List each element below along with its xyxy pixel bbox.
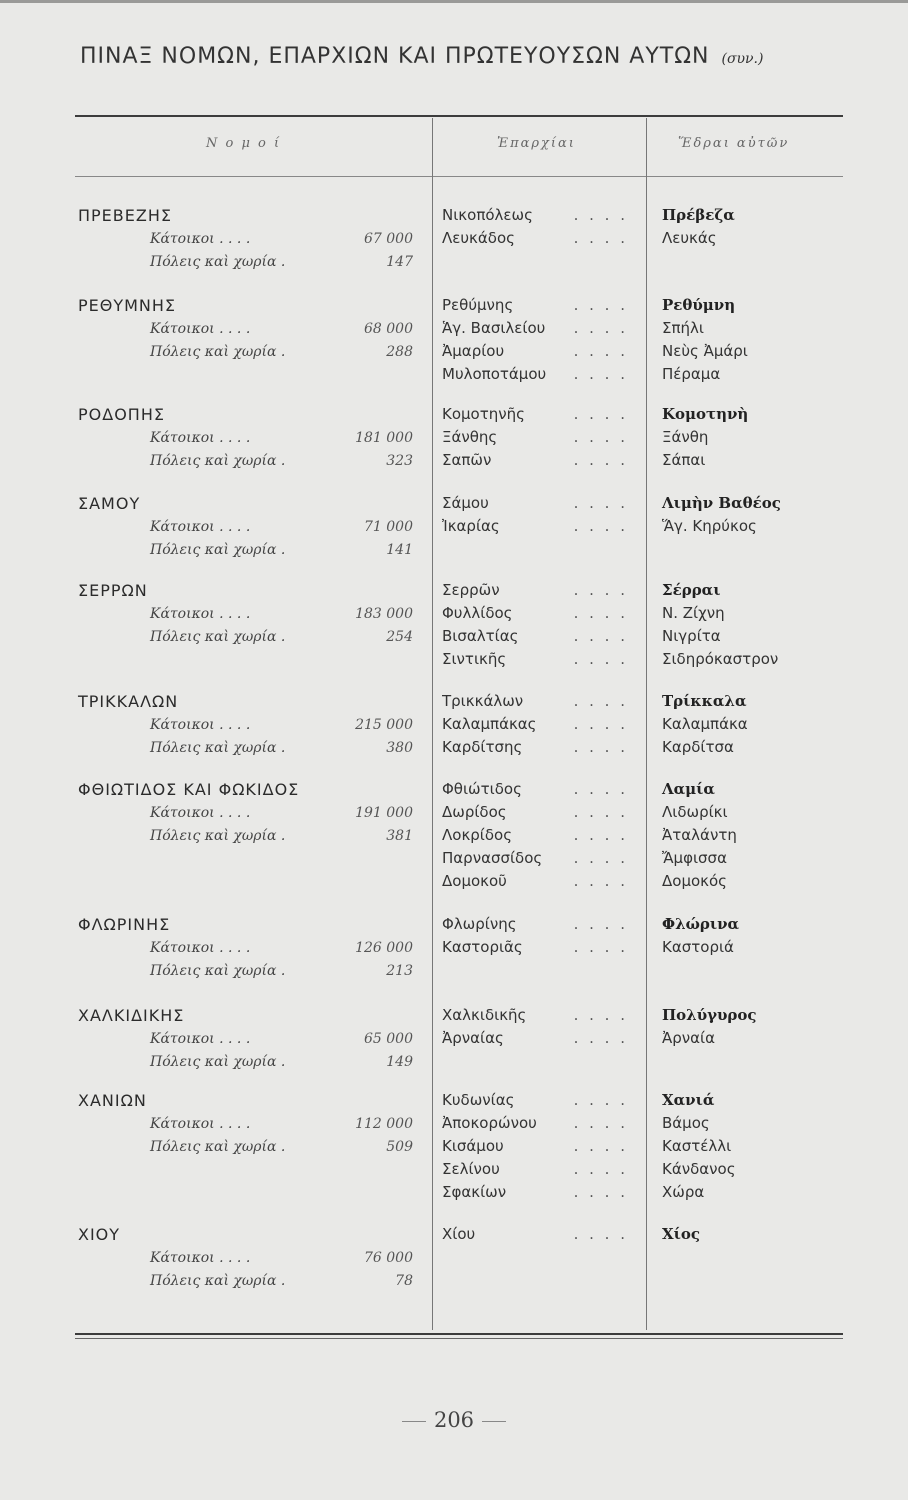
katoikoi-label: Κάτοικοι . . . . [150, 1250, 251, 1266]
eparchia-name: Φθιώτιδος [442, 780, 522, 798]
eparchia-name: Ἰκαρίας [442, 517, 500, 535]
eparchia-seat: Ξάνθη [662, 428, 709, 446]
katoikoi-value: 76 000 [364, 1250, 413, 1266]
eparchia-name: Φυλλίδος [442, 604, 513, 622]
eparchia-name: Ἀμαρίου [442, 342, 505, 360]
column-header-edrai: Ἕδραι αὐτῶν [678, 136, 790, 151]
poleis-value: 288 [386, 344, 413, 360]
eparchia-name: Δομοκοῦ [442, 872, 507, 890]
nomos-name: ΠΡΕΒΕΖΗΣ [78, 206, 172, 225]
eparchia-entry [442, 428, 628, 446]
poleis-value: 147 [386, 254, 413, 270]
eparchia-entry [442, 780, 628, 798]
eparchia-seat: Κάνδανος [662, 1160, 736, 1178]
leader-dots: . . . . [573, 872, 628, 890]
leader-dots: . . . . [573, 1006, 628, 1024]
eparchia-seat: Ἅγ. Κηρύκος [662, 517, 757, 535]
leader-dots: . . . . [573, 296, 628, 314]
leader-dots: . . . . [573, 803, 628, 821]
eparchia-name: Ρεθύμνης [442, 296, 514, 314]
eparchia-entry [442, 1137, 628, 1155]
poleis-label: Πόλεις καὶ χωρία . [150, 963, 286, 979]
leader-dots: . . . . [573, 1137, 628, 1155]
eparchia-seat: Λευκάς [662, 229, 717, 247]
leader-dots: . . . . [573, 365, 628, 383]
bottom-rule [75, 1333, 843, 1335]
column-divider-right [646, 118, 647, 1330]
poleis-value: 149 [386, 1054, 413, 1070]
eparchia-entry [442, 872, 628, 890]
leader-dots: . . . . [573, 738, 628, 756]
page-title [80, 44, 880, 69]
eparchia-name: Λευκάδος [442, 229, 515, 247]
eparchia-seat: Σιδηρόκαστρον [662, 650, 779, 668]
eparchia-entry [442, 915, 628, 933]
poleis-value: 381 [386, 828, 413, 844]
eparchia-seat: Ἀρναία [662, 1029, 716, 1047]
leader-dots: . . . . [573, 915, 628, 933]
eparchia-seat: Σάπαι [662, 451, 706, 469]
eparchia-name: Χίου [442, 1225, 476, 1243]
eparchia-name: Ἀποκορώνου [442, 1114, 537, 1132]
dash-left [402, 1421, 426, 1422]
katoikoi-value: 65 000 [364, 1031, 413, 1047]
leader-dots: . . . . [573, 342, 628, 360]
eparchia-entry [442, 494, 628, 512]
eparchia-name: Μυλοποτάμου [442, 365, 547, 383]
eparchia-entry [442, 1160, 628, 1178]
eparchia-name: Κυδωνίας [442, 1091, 515, 1109]
eparchia-name: Ἁγ. Βασιλείου [442, 319, 546, 337]
page-title-continued: (συν.) [721, 51, 764, 67]
eparchia-entry [442, 803, 628, 821]
header-rule [75, 176, 843, 177]
leader-dots: . . . . [573, 627, 628, 645]
poleis-label: Πόλεις καὶ χωρία . [150, 542, 286, 558]
eparchia-seat: Ἀταλάντη [662, 826, 737, 844]
nomos-name: ΡΕΘΥΜΝΗΣ [78, 296, 177, 315]
bottom-rule-thin [75, 1338, 843, 1339]
nomos-name: ΣΕΡΡΩΝ [78, 581, 148, 600]
poleis-label: Πόλεις καὶ χωρία . [150, 344, 286, 360]
eparchia-entry [442, 627, 628, 645]
leader-dots: . . . . [573, 517, 628, 535]
leader-dots: . . . . [573, 849, 628, 867]
nomos-name: ΦΘΙΩΤΙΔΟΣ ΚΑΙ ΦΩΚΙΔΟΣ [78, 780, 300, 799]
nomos-name: ΤΡΙΚΚΑΛΩΝ [78, 692, 179, 711]
capital-seat: Χανιά [662, 1091, 715, 1109]
eparchia-entry [442, 229, 628, 247]
eparchia-entry [442, 405, 628, 423]
eparchia-name: Κισάμου [442, 1137, 504, 1155]
eparchia-entry [442, 1029, 628, 1047]
poleis-value: 509 [386, 1139, 413, 1155]
eparchia-entry [442, 738, 628, 756]
eparchia-name: Τρικκάλων [442, 692, 524, 710]
eparchia-entry [442, 938, 628, 956]
katoikoi-value: 215 000 [355, 717, 413, 733]
capital-seat: Πρέβεζα [662, 206, 735, 224]
leader-dots: . . . . [573, 938, 628, 956]
eparchia-seat: Ἄμφισσα [662, 849, 727, 867]
katoikoi-label: Κάτοικοι . . . . [150, 940, 251, 956]
katoikoi-label: Κάτοικοι . . . . [150, 231, 251, 247]
katoikoi-label: Κάτοικοι . . . . [150, 717, 251, 733]
katoikoi-label: Κάτοικοι . . . . [150, 606, 251, 622]
eparchia-entry [442, 296, 628, 314]
capital-seat: Κομοτηνὴ [662, 405, 749, 423]
eparchia-name: Καστοριᾶς [442, 938, 523, 956]
eparchia-name: Σερρῶν [442, 581, 500, 599]
top-rule [75, 115, 843, 117]
leader-dots: . . . . [573, 1225, 628, 1243]
capital-seat: Τρίκκαλα [662, 692, 747, 710]
eparchia-name: Σάμου [442, 494, 489, 512]
poleis-label: Πόλεις καὶ χωρία . [150, 1273, 286, 1289]
leader-dots: . . . . [573, 405, 628, 423]
leader-dots: . . . . [573, 319, 628, 337]
poleis-label: Πόλεις καὶ χωρία . [150, 740, 286, 756]
katoikoi-value: 71 000 [364, 519, 413, 535]
nomos-name: ΧΑΛΚΙΔΙΚΗΣ [78, 1006, 185, 1025]
eparchia-seat: Καστοριά [662, 938, 734, 956]
eparchia-entry [442, 1006, 628, 1024]
poleis-value: 213 [386, 963, 413, 979]
eparchia-seat: Νιγρίτα [662, 627, 721, 645]
eparchia-name: Σφακίων [442, 1183, 507, 1201]
eparchia-seat: Βάμος [662, 1114, 710, 1132]
eparchia-name: Φλωρίνης [442, 915, 517, 933]
eparchia-name: Σελίνου [442, 1160, 500, 1178]
poleis-label: Πόλεις καὶ χωρία . [150, 254, 286, 270]
eparchia-seat: Νεὺς Ἀμάρι [662, 342, 748, 360]
column-divider-left [432, 118, 433, 1330]
katoikoi-label: Κάτοικοι . . . . [150, 1116, 251, 1132]
nomos-name: ΧΑΝΙΩΝ [78, 1091, 147, 1110]
eparchia-entry [442, 1091, 628, 1109]
eparchia-entry [442, 581, 628, 599]
katoikoi-value: 191 000 [355, 805, 413, 821]
nomos-name: ΡΟΔΟΠΗΣ [78, 405, 165, 424]
eparchia-entry [442, 517, 628, 535]
eparchia-entry [442, 1114, 628, 1132]
poleis-value: 141 [386, 542, 413, 558]
dash-right [482, 1421, 506, 1422]
eparchia-name: Καλαμπάκας [442, 715, 537, 733]
nomos-name: ΦΛΩΡΙΝΗΣ [78, 915, 171, 934]
leader-dots: . . . . [573, 826, 628, 844]
leader-dots: . . . . [573, 229, 628, 247]
capital-seat: Πολύγυρος [662, 1006, 757, 1024]
leader-dots: . . . . [573, 1114, 628, 1132]
eparchia-seat: Λιδωρίκι [662, 803, 728, 821]
katoikoi-value: 183 000 [355, 606, 413, 622]
katoikoi-value: 126 000 [355, 940, 413, 956]
eparchia-name: Παρνασσίδος [442, 849, 543, 867]
column-header-nomoi: Ν ο μ ο ί [206, 136, 282, 151]
eparchia-entry [442, 650, 628, 668]
eparchia-name: Λοκρίδος [442, 826, 513, 844]
capital-seat: Λιμὴν Βαθέος [662, 494, 781, 512]
poleis-label: Πόλεις καὶ χωρία . [150, 1139, 286, 1155]
katoikoi-label: Κάτοικοι . . . . [150, 430, 251, 446]
leader-dots: . . . . [573, 604, 628, 622]
eparchia-entry [442, 206, 628, 224]
katoikoi-label: Κάτοικοι . . . . [150, 805, 251, 821]
katoikoi-value: 68 000 [364, 321, 413, 337]
eparchia-seat: Δομοκός [662, 872, 727, 890]
leader-dots: . . . . [573, 1160, 628, 1178]
eparchia-entry [442, 451, 628, 469]
poleis-label: Πόλεις καὶ χωρία . [150, 828, 286, 844]
page-number-text: 206 [433, 1408, 475, 1432]
nomos-name: ΧΙΟΥ [78, 1225, 121, 1244]
katoikoi-value: 112 000 [355, 1116, 413, 1132]
leader-dots: . . . . [573, 206, 628, 224]
eparchia-name: Κομοτηνῆς [442, 405, 525, 423]
poleis-value: 380 [386, 740, 413, 756]
poleis-label: Πόλεις καὶ χωρία . [150, 629, 286, 645]
eparchia-name: Δωρίδος [442, 803, 507, 821]
eparchia-entry [442, 849, 628, 867]
leader-dots: . . . . [573, 581, 628, 599]
poleis-label: Πόλεις καὶ χωρία . [150, 453, 286, 469]
eparchia-entry [442, 826, 628, 844]
poleis-value: 78 [395, 1273, 413, 1289]
eparchia-name: Βισαλτίας [442, 627, 519, 645]
capital-seat: Ρεθύμνη [662, 296, 736, 314]
capital-seat: Σέρραι [662, 581, 721, 599]
poleis-value: 254 [386, 629, 413, 645]
eparchia-seat: Χώρα [662, 1183, 705, 1201]
eparchia-name: Σιντικῆς [442, 650, 507, 668]
eparchia-seat: Καστέλλι [662, 1137, 732, 1155]
eparchia-entry [442, 604, 628, 622]
katoikoi-value: 181 000 [355, 430, 413, 446]
scan-edge [0, 0, 908, 3]
eparchia-entry [442, 319, 628, 337]
leader-dots: . . . . [573, 1029, 628, 1047]
capital-seat: Φλώρινα [662, 915, 740, 933]
eparchia-entry [442, 1183, 628, 1201]
katoikoi-label: Κάτοικοι . . . . [150, 519, 251, 535]
column-header-eparchies: Ἐπαρχίαι [497, 136, 576, 151]
eparchia-seat: Σπήλι [662, 319, 704, 337]
eparchia-name: Σαπῶν [442, 451, 492, 469]
leader-dots: . . . . [573, 692, 628, 710]
page-number [0, 1408, 908, 1432]
page-title-text: ΠΙΝΑΞ ΝΟΜΩΝ, ΕΠΑΡΧΙΩΝ ΚΑΙ ΠΡΩΤΕΥΟΥΣΩΝ ΑΥΤΩΝ [80, 44, 710, 69]
eparchia-name: Ξάνθης [442, 428, 498, 446]
eparchia-seat: Καρδίτσα [662, 738, 734, 756]
eparchia-name: Νικοπόλεως [442, 206, 533, 224]
capital-seat: Χίος [662, 1225, 701, 1243]
leader-dots: . . . . [573, 428, 628, 446]
eparchia-entry [442, 342, 628, 360]
leader-dots: . . . . [573, 1183, 628, 1201]
leader-dots: . . . . [573, 451, 628, 469]
katoikoi-value: 67 000 [364, 231, 413, 247]
eparchia-entry [442, 715, 628, 733]
leader-dots: . . . . [573, 715, 628, 733]
poleis-label: Πόλεις καὶ χωρία . [150, 1054, 286, 1070]
eparchia-name: Χαλκιδικῆς [442, 1006, 527, 1024]
eparchia-seat: Καλαμπάκα [662, 715, 748, 733]
poleis-value: 323 [386, 453, 413, 469]
leader-dots: . . . . [573, 1091, 628, 1109]
eparchia-name: Καρδίτσης [442, 738, 523, 756]
eparchia-entry [442, 1225, 628, 1243]
katoikoi-label: Κάτοικοι . . . . [150, 1031, 251, 1047]
eparchia-name: Ἀρναίας [442, 1029, 504, 1047]
leader-dots: . . . . [573, 650, 628, 668]
eparchia-seat: Ν. Ζίχνη [662, 604, 725, 622]
eparchia-entry [442, 365, 628, 383]
eparchia-seat: Πέραμα [662, 365, 721, 383]
katoikoi-label: Κάτοικοι . . . . [150, 321, 251, 337]
capital-seat: Λαμία [662, 780, 715, 798]
leader-dots: . . . . [573, 494, 628, 512]
eparchia-entry [442, 692, 628, 710]
leader-dots: . . . . [573, 780, 628, 798]
nomos-name: ΣΑΜΟΥ [78, 494, 141, 513]
